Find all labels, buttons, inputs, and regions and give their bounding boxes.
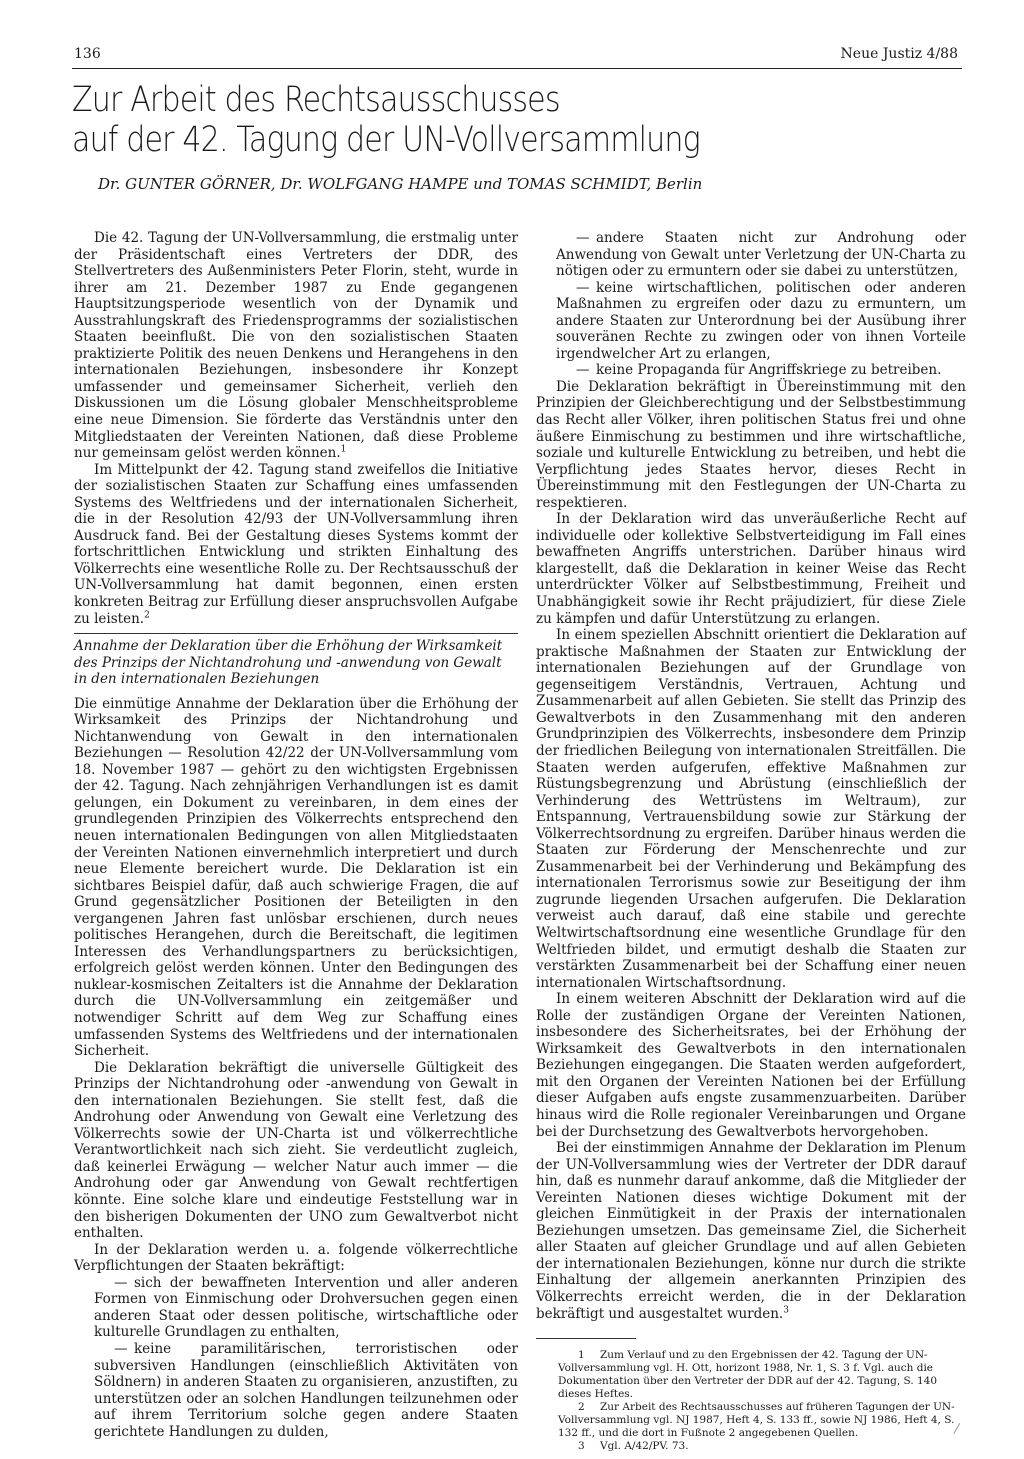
paragraph: Die einmütige Annahme der Deklaration über die Erhöhung der Wirksamkeit des Prinzips der Nichtandrohung und Nichtanwendung von Gewalt in den internationalen Beziehungen — Resolution 42/22 der UN-Vollversammlung vom 18. November 1987 — gehört zu den wichtigsten Ergebnissen der 42. Tagung. Nach zehnjährigen Verhandlungen ist es damit gelungen, ein Dokument zu vereinbaren, in dem eines der grundlegenden Prinzipien des Völkerrechts entsprechend den neuen internationalen Bedingungen von allen Mitgliedstaaten der Vereinten Nationen einvernehmlich interpretiert und durch neue Elemente bereichert wurde. Die Deklaration ist ein sichtbares Beispiel dafür, daß auch schwierige Fragen, die auf Grund gegensätzlicher Positionen der Beteiligten in den vergangenen Jahren fast unlösbar erschienen, durch neues politisches Herangehen, durch die Bereitschaft, die legitimen Interessen des Verhandlungspartners zu berücksichtigen, erfolgreich gelöst werden können. Unter den Bedingungen des nuklear-kosmischen Zeitalters ist die Annahme der Deklaration durch die UN-Vollversammlung ein zeitgemäßer und notwendiger Schritt auf dem Weg zur Schaffung eines umfassenden Systems des Weltfriedens und der internationalen Sicherheit. bbox=[74, 695, 518, 1060]
header-rule bbox=[72, 68, 962, 69]
paragraph: Die Deklaration bekräftigt in Übereinstimmung mit den Prinzipien der Gleichberechtigung und der Selbstbestimmung das Recht aller Völker, ihren politischen Status frei und ohne äußere Einmischung zu bestimmen und ihre wirtschaftliche, soziale und kulturelle Entwicklung zu betreiben, und hebt die Verpflichtung jedes Staates hervor, dieses Recht in Übereinstimmung mit den Festlegungen der UN-Charta zu respektieren. bbox=[536, 378, 966, 511]
journal-issue: Neue Justiz 4/88 bbox=[840, 46, 958, 62]
list-item: — andere Staaten nicht zur Androhung oder Anwendung von Gewalt unter Verletzung der UN-Charta zu nötigen oder zu ermuntern oder sie dabei zu unterstützen, bbox=[536, 230, 966, 280]
title-line-1: Zur Arbeit des Rechtsausschusses bbox=[72, 80, 560, 120]
paragraph: In einem speziellen Abschnitt orientiert die Deklaration auf praktische Maßnahmen der Staaten zur Entwicklung der internationalen Beziehungen auf der Grundlage von gegenseitigem Verständnis, Vertrauen, Achtung und Zusammenarbeit auf allen Gebieten. Sie stellt das Prinzip des Gewaltverbots in den Zusammenhang mit den anderen Grundprinzipien des Völkerrechts, insbesondere dem Prinzip der friedlichen Beilegung von internationalen Streitfällen. Die Staaten werden aufgerufen, effektive Maßnahmen zur Rüstungsbegrenzung und Abrüstung (einschließlich der Verhinderung des Wettrüstens im Weltraum), zur Entspannung, Vertrauensbildung sowie zur Stärkung der Völkerrechtsordnung zu ergreifen. Darüber hinaus werden die Staaten zur Förderung der Menschenrechte und zur Zusammenarbeit bei der Verhinderung und Bekämpfung des internationalen Terrorismus sowie zur Beseitigung der ihm zugrunde liegenden Ursachen aufgerufen. Die Deklaration verweist auch darauf, daß eine stabile und gerechte Weltwirtschaftsordnung eine wesentliche Grundlage für den Weltfrieden bildet, und ermutigt deshalb die Staaten zur verstärkten Zusammenarbeit bei der Schaffung einer neuen internationalen Wirtschaftsordnung. bbox=[536, 627, 966, 991]
paragraph: Die Deklaration bekräftigt die universelle Gültigkeit des Prinzips der Nichtandrohung oder -anwendung von Gewalt in den internationalen Beziehungen. Sie stellt fest, daß die Androhung oder Anwendung von Gewalt eine Verletzung des Völkerrechts sowie der UN-Charta ist und völkerrechtliche Verantwortlichkeit nach sich zieht. Sie verdeutlicht zugleich, daß keinerlei Erwägung — welcher Natur auch immer — die Androhung oder gar Anwendung von Gewalt rechtfertigen könnte. Eine solche klare und eindeutige Feststellung war in den bisherigen Dokumenten der UNO zum Gewaltverbot nicht enthalten. bbox=[74, 1059, 518, 1242]
footnote-ref[interactable]: 2 bbox=[144, 610, 150, 621]
article-title bbox=[72, 80, 846, 160]
article-authors: Dr. GUNTER GÖRNER, Dr. WOLFGANG HAMPE und TOMAS SCHMIDT, Berlin bbox=[98, 175, 703, 193]
paragraph: Im Mittelpunkt der 42. Tagung stand zweifellos die Initiative der sozialistischen Staaten zur Schaffung eines umfassenden Systems des Weltfriedens und der internationalen Sicherheit, die in der Resolution 42/93 der UN-Vollversammlung ihren Ausdruck fand. Bei der Gestaltung dieses Systems kommt der fortschrittlichen Entwicklung und strikten Einhaltung des Völkerrechts eine wesentliche Rolle zu. Der Rechtsausschuß der UN-Vollversammlung hat damit begonnen, einen ersten konkreten Beitrag zur Erfüllung dieser anspruchsvollen Aufgabe zu leisten.$^2$ bbox=[74, 461, 519, 627]
footnote: 1 Zum Verlauf und zu den Ergebnissen der 42. Tagung der UN-Vollversammlung vgl. H. Ott, horizont 1988, Nr. 1, S. 3 f. Vgl. auch die Dokumentation über den Vertreter der DDR auf der 42. Tagung, S. 140 dieses Heftes. bbox=[558, 1349, 938, 1401]
section-heading: Annahme der Deklaration über die Erhöhung der Wirksamkeit des Prinzips der Nichtandrohung und -anwendung von Gewalt in den internationalen Beziehungen bbox=[74, 633, 518, 688]
right-column bbox=[536, 230, 966, 1453]
footnote: 3 Vgl. A/42/PV. 73. bbox=[578, 1440, 689, 1453]
footnote-rule bbox=[536, 1338, 636, 1339]
left-column bbox=[74, 230, 518, 1440]
list-item: — sich der bewaffneten Intervention und aller anderen Formen von Einmischung oder Drohversuchen gegen einen anderen Staat oder dessen politische, wirtschaftliche oder kulturelle Grundlagen zu enthalten, bbox=[74, 1275, 518, 1341]
footnote: 2 Zur Arbeit des Rechtsausschusses auf früheren Tagungen der UN-Vollversammlung vgl. NJ 1987, Heft 4, S. 133 ff., sowie NJ 1986, Heft 4, S. 132 ff., und die dort in Fußnote 2 angegebenen Quellen. bbox=[558, 1401, 955, 1440]
list-item: — keine paramilitärischen, terroristischen oder subversiven Handlungen (einschließlich Aktivitäten von Söldnern) in anderen Staaten zu organisieren, anzustiften, zu unterstützen oder an solchen Handlungen teilzunehmen oder auf ihrem Territorium solche gegen andere Staaten gerichtete Handlungen zu dulden, bbox=[74, 1341, 518, 1440]
list-item: — keine Propaganda für Angriffskriege zu betreiben. bbox=[536, 362, 966, 379]
title-line-2: auf der 42. Tagung der UN-Vollversammlung bbox=[72, 120, 700, 160]
footnote-ref[interactable]: 3 bbox=[783, 1305, 789, 1316]
paragraph: Bei der einstimmigen Annahme der Deklaration im Plenum der UN-Vollversammlung wies der Vertreter der DDR darauf hin, daß es nunmehr darauf ankomme, daß die Mitglieder der Vereinten Nationen dieses wichtige Dokument mit der gleichen Einmütigkeit in der Praxis der internationalen Beziehungen umsetzen. Das gemeinsame Ziel, die Sicherheit aller Staaten auf gleicher Grundlage und auf allen Gebieten der internationalen Beziehungen, könne nur durch die strikte Einhaltung der allgemein anerkannten Prinzipien des Völkerrechts erreicht werden, die in der Deklaration bekräftigt und ausgestaltet wurden.$^3$ bbox=[536, 1140, 966, 1322]
paragraph: Die 42. Tagung der UN-Vollversammlung, die erstmalig unter der Präsidentschaft eines Vertreters der DDR, des Stellvertreters des Außenministers Peter Florin, steht, wurde in ihrer am 21. Dezember 1987 zu Ende gegangenen Hauptsitzungsperiode wesentlich von der Dynamik und Ausstrahlungskraft des Friedensprogramms der sozialistischen Staaten beeinflußt. Die von den sozialistischen Staaten praktizierte Politik des neuen Denkens und Herangehens in den internationalen Beziehungen, insbesondere ihr Konzept umfassender und gemeinsamer Sicherheit, verlieh den Diskussionen um die Lösung globaler Menschheitsprobleme eine neue Dimension. Sie förderte das Verständnis unter den Mitgliedstaaten der Vereinten Nationen, daß diese Probleme nur gemeinsam gelöst werden können.$^1$ bbox=[74, 230, 518, 462]
paragraph: In der Deklaration werden u. a. folgende völkerrechtliche Verpflichtungen der Staaten bekräftigt: bbox=[74, 1241, 518, 1275]
paragraph: In der Deklaration wird das unveräußerliche Recht auf individuelle oder kollektive Selbstverteidigung im Fall eines bewaffneten Angriffs unterstrichen. Darüber hinaus wird klargestellt, daß die Deklaration in keiner Weise das Recht unterdrückter Völker auf Selbstbestimmung, Freiheit und Unabhängigkeit sowie ihr Recht präjudiziert, für diese Ziele zu kämpfen und dafür Unterstützung zu erlangen. bbox=[536, 511, 966, 627]
page-number: 136 bbox=[74, 46, 101, 62]
paragraph: In einem weiteren Abschnitt der Deklaration wird auf die Rolle der zuständigen Organe der Vereinten Nationen, insbesondere des Sicherheitsrates, bei der Erhöhung der Wirksamkeit des Gewaltverbots in den internationalen Beziehungen eingegangen. Die Staaten werden aufgefordert, mit den Organen der Vereinten Nationen bei der Erfüllung dieser Aufgaben aufs engste zusammenzuarbeiten. Darüber hinaus wird die Rolle regionaler Vereinbarungen und Organe bei der Durchsetzung des Gewaltverbots hervorgehoben. bbox=[536, 991, 966, 1140]
list-item: — keine wirtschaftlichen, politischen oder anderen Maßnahmen zu ergreifen oder dazu zu ermuntern, um andere Staaten zur Unterordnung bei der Ausübung ihrer souveränen Rechte zu zwingen oder von ihnen Vorteile irgendwelcher Art zu erlangen, bbox=[536, 280, 966, 363]
footnote-ref[interactable]: 1 bbox=[340, 444, 347, 455]
